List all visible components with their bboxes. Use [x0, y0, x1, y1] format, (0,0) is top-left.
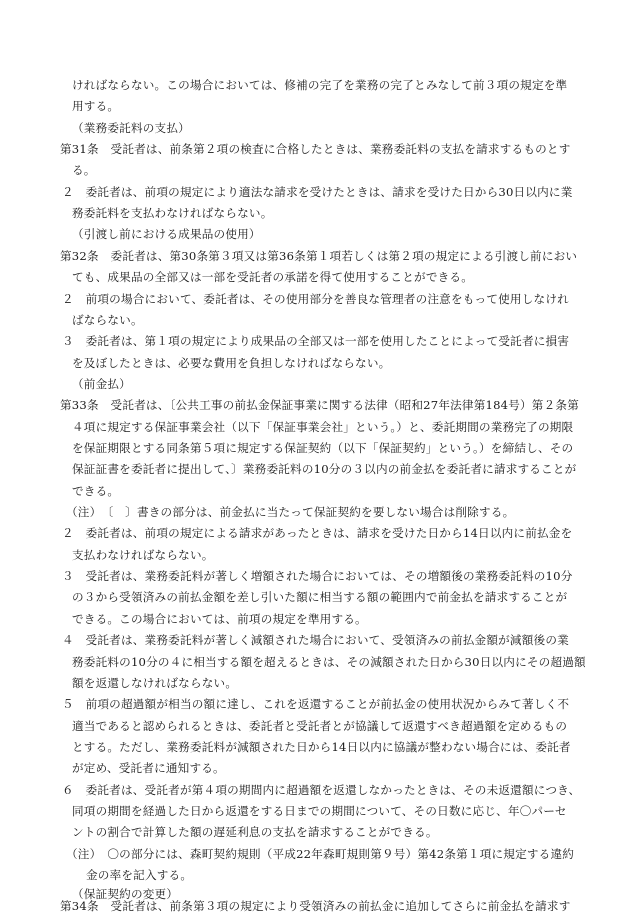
article-32: 第32条 委託者は、第30条第３項又は第36条第１項若しくは第２項の規定による引渡し前におい	[60, 249, 578, 263]
paragraph-4: ４ 受託者は、業務委託料が著しく減額された場合において、受領済みの前払金額が減額後の業	[62, 633, 569, 647]
text-line: ばならない。	[72, 313, 143, 327]
paragraph-2: ２ 前項の場合において、委託者は、その使用部分を善良な管理者の注意をもって使用しなけれ	[62, 292, 569, 306]
text-line: 適当であると認められるときは、委託者と受託者とが協議して返還すべき超過額を定めるもの	[72, 719, 568, 733]
text-line: できる。	[72, 484, 120, 498]
text-line: とする。ただし、業務委託料が減額された日から14日以内に協議が整わない場合には、委託者	[72, 740, 571, 754]
paragraph-6: ６ 委託者は、受託者が第４項の期間内に超過額を返還しなかったときは、その未返還額につき、	[62, 783, 581, 797]
section-heading: （保証契約の変更）	[72, 887, 179, 901]
text-line: できる。この場合においては、前項の規定を準用する。	[72, 612, 367, 626]
text-line: 額を返還しなければならない。	[72, 676, 238, 690]
paragraph-5: ５ 前項の超過額が相当の額に達し、これを返還することが前払金の使用状況からみて著しく不	[62, 697, 570, 711]
text-line: が定め、受託者に通知する。	[72, 761, 225, 775]
text-line: ければならない。この場合においては、修補の完了を業務の完了とみなして前３項の規定を準	[72, 78, 568, 92]
text-line: 保証証書を委託者に提出して、〕業務委託料の10分の３以内の前金払を委託者に請求することが	[72, 462, 577, 476]
text-line: ても、成果品の全部又は一部を受託者の承諾を得て使用することができる。	[72, 270, 473, 284]
text-line: ４項に規定する保証事業会社（以下「保証事業会社」という。）と、委託期間の業務完了の期限	[72, 420, 574, 434]
text-line: 務委託料を支払わなければならない。	[72, 206, 273, 220]
text-line: 支払わなければならない。	[72, 548, 214, 562]
section-heading: （引渡し前における成果品の使用）	[72, 227, 261, 241]
note-line: （注） 〇の部分には、森町契約規則（平成22年森町規則第９号）第42条第１項に規定する違約	[66, 847, 575, 861]
text-line: ントの割合で計算した額の遅延利息の支払を請求することができる。	[72, 825, 438, 839]
paragraph-3: ３ 受託者は、業務委託料が著しく増額された場合においては、その増額後の業務委託料の10分	[62, 569, 573, 583]
text-line: 金の率を記入する。	[86, 868, 193, 882]
text-line: の３から受領済みの前払金額を差し引いた額に相当する額の範囲内で前金払を請求することが	[72, 590, 568, 604]
article-31: 第31条 受託者は、前条第２項の検査に合格したときは、業務委託料の支払を請求するものとす	[60, 142, 571, 156]
section-heading: （前金払）	[72, 377, 131, 391]
text-line: 用する。	[72, 99, 120, 113]
paragraph-3: ３ 委託者は、第１項の規定により成果品の全部又は一部を使用したことによって受託者に損害	[62, 334, 570, 348]
paragraph-2: ２ 委託者は、前項の規定による請求があったときは、請求を受けた日から14日以内に前払金を	[62, 526, 573, 540]
article-34: 第34条 受託者は、前条第３項の規定により受領済みの前払金に追加してさらに前金払を請求す	[60, 899, 571, 913]
section-heading: （業務委託料の支払）	[72, 121, 190, 135]
text-line: 同項の期間を経過した日から返還をする日までの期間について、その日数に応じ、年〇パーセ	[72, 804, 567, 818]
note-line: （注） 〔 〕書きの部分は、前金払に当たって保証契約を要しない場合は削除する。	[66, 505, 515, 519]
text-line: 務委託料の10分の４に相当する額を超えるときは、その減額された日から30日以内にその超過額	[72, 655, 586, 669]
text-line: る。	[72, 163, 96, 177]
article-33: 第33条 受託者は、〔公共工事の前払金保証事業に関する法律（昭和27年法律第184号）第２条第	[60, 398, 579, 412]
text-line: を保証期限とする同条第５項に規定する保証契約（以下「保証契約」という。）を締結し、その	[72, 441, 574, 455]
text-line: を及ぼしたときは、必要な費用を負担しなければならない。	[72, 356, 391, 370]
paragraph-2: ２ 委託者は、前項の規定により適法な請求を受けたときは、請求を受けた日から30日以内に業	[62, 185, 573, 199]
